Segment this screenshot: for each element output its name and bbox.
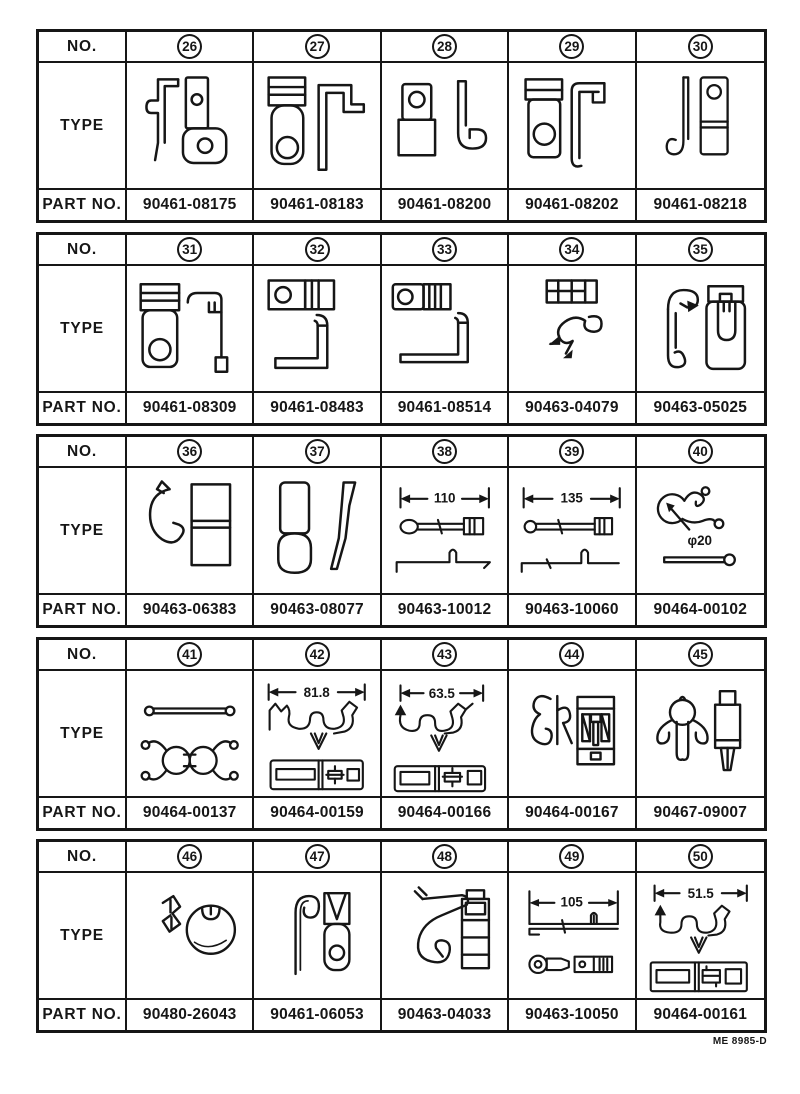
part-cell-47 [254,1000,381,1030]
part-cell-38 [382,595,509,625]
no-cell-35 [637,235,764,266]
part-number: 90463-10060 [525,601,619,618]
type-cell-33 [382,266,509,393]
part-drawing-26 [128,64,251,187]
no-cell-26 [127,32,254,63]
no-cell-38 [382,437,509,468]
part-number: 90463-06383 [142,601,237,618]
part-drawing-46 [128,874,251,997]
part-drawing-38 [383,469,506,592]
part-cell-31 [127,393,254,423]
part-cell-37 [254,595,381,625]
item-number-badge: 33 [432,237,457,262]
no-cell-37 [254,437,381,468]
no-cell-34 [509,235,636,266]
type-cell-48 [382,873,509,1000]
part-drawing-34 [510,267,633,390]
row-label-part: PART NO. [39,1000,127,1030]
part-drawing-50 [638,874,763,997]
part-cell-46 [127,1000,254,1030]
item-number-badge: 28 [432,34,457,59]
row-label-part: PART NO. [39,798,127,828]
row-label-no: NO. [39,437,127,468]
type-cell-30 [637,63,764,190]
row-label-type: TYPE [39,671,127,798]
type-cell-34 [509,266,636,393]
part-number: 90461-08483 [270,399,364,416]
item-number-badge: 39 [559,439,584,464]
part-drawing-28 [383,64,506,187]
parts-table-3 [36,434,767,628]
parts-table-1 [36,29,767,223]
part-drawing-32 [255,267,378,390]
item-number-badge: 32 [305,237,330,262]
part-cell-39 [509,595,636,625]
no-cell-48 [382,842,509,873]
no-cell-29 [509,32,636,63]
part-drawing-29 [510,64,633,187]
type-cell-42 [254,671,381,798]
part-cell-41 [127,798,254,828]
item-number-badge: 30 [688,34,713,59]
part-cell-40 [637,595,764,625]
type-cell-38 [382,468,509,595]
item-number-badge: 45 [688,642,713,667]
type-cell-43 [382,671,509,798]
part-number: 90464-00137 [142,804,237,821]
no-cell-39 [509,437,636,468]
type-cell-39 [509,468,636,595]
part-number: 90463-04033 [397,1006,492,1023]
type-cell-40 [637,468,764,595]
part-number: 90461-08202 [525,196,619,213]
dimension-label: 110 [433,490,456,506]
part-cell-48 [382,1000,509,1030]
part-number: 90463-10012 [397,601,492,618]
type-cell-27 [254,63,381,190]
item-number-badge: 31 [177,237,202,262]
part-cell-26 [127,190,254,220]
item-number-badge: 26 [177,34,202,59]
part-number: 90464-00167 [525,804,619,821]
part-drawing-41 [128,672,251,795]
part-drawing-36 [128,469,251,592]
part-number: 90464-00161 [653,1006,748,1023]
no-cell-40 [637,437,764,468]
item-number-badge: 35 [688,237,713,262]
no-cell-30 [637,32,764,63]
part-cell-45 [637,798,764,828]
part-cell-30 [637,190,764,220]
item-number-badge: 46 [177,844,202,869]
part-number: 90461-08200 [397,196,492,213]
part-cell-43 [382,798,509,828]
no-cell-36 [127,437,254,468]
no-cell-41 [127,640,254,671]
item-number-badge: 43 [432,642,457,667]
part-drawing-40 [638,469,763,592]
item-number-badge: 40 [688,439,713,464]
part-number: 90467-09007 [653,804,748,821]
dimension-label: 63.5 [428,685,455,701]
part-cell-35 [637,393,764,423]
parts-table-2 [36,232,767,426]
item-number-badge: 29 [559,34,584,59]
part-number: 90461-06053 [270,1006,364,1023]
part-number: 90461-08175 [142,196,237,213]
part-cell-49 [509,1000,636,1030]
type-cell-35 [637,266,764,393]
part-cell-34 [509,393,636,423]
part-drawing-37 [255,469,378,592]
item-number-badge: 34 [559,237,584,262]
dimension-label: 81.8 [304,684,331,700]
part-number: 90464-00166 [397,804,492,821]
parts-table-4 [36,637,767,831]
no-cell-43 [382,640,509,671]
row-label-no: NO. [39,235,127,266]
part-drawing-43 [383,672,506,795]
type-cell-28 [382,63,509,190]
part-number: 90463-04079 [525,399,619,416]
item-number-badge: 41 [177,642,202,667]
part-cell-44 [509,798,636,828]
part-drawing-49 [510,874,633,997]
type-cell-37 [254,468,381,595]
item-number-badge: 47 [305,844,330,869]
row-label-part: PART NO. [39,393,127,423]
item-number-badge: 37 [305,439,330,464]
part-number: 90461-08218 [653,196,748,213]
part-number: 90463-08077 [270,601,364,618]
no-cell-46 [127,842,254,873]
type-cell-26 [127,63,254,190]
dimension-label: 51.5 [687,886,714,902]
row-label-no: NO. [39,32,127,63]
item-number-badge: 48 [432,844,457,869]
no-cell-27 [254,32,381,63]
row-label-part: PART NO. [39,190,127,220]
item-number-badge: 27 [305,34,330,59]
row-label-type: TYPE [39,873,127,1000]
part-drawing-48 [383,874,506,997]
part-number: 90461-08514 [397,399,492,416]
no-cell-28 [382,32,509,63]
figure-code: ME 8985-D [712,1036,767,1047]
no-cell-44 [509,640,636,671]
type-cell-45 [637,671,764,798]
part-number: 90464-00102 [653,601,748,618]
part-drawing-47 [255,874,378,997]
part-number: 90461-08309 [142,399,237,416]
no-cell-47 [254,842,381,873]
row-label-type: TYPE [39,266,127,393]
type-cell-50 [637,873,764,1000]
part-drawing-42 [255,672,378,795]
part-drawing-31 [128,267,251,390]
type-cell-29 [509,63,636,190]
row-label-no: NO. [39,640,127,671]
no-cell-50 [637,842,764,873]
no-cell-49 [509,842,636,873]
part-cell-32 [254,393,381,423]
part-cell-33 [382,393,509,423]
part-number: 90480-26043 [142,1006,237,1023]
type-cell-46 [127,873,254,1000]
part-cell-28 [382,190,509,220]
part-cell-42 [254,798,381,828]
type-cell-32 [254,266,381,393]
row-label-part: PART NO. [39,595,127,625]
parts-table-5 [36,839,767,1033]
row-label-no: NO. [39,842,127,873]
item-number-badge: 38 [432,439,457,464]
part-drawing-39 [510,469,633,592]
type-cell-49 [509,873,636,1000]
dimension-label: 105 [560,894,584,910]
part-cell-50 [637,1000,764,1030]
type-cell-31 [127,266,254,393]
no-cell-31 [127,235,254,266]
part-cell-36 [127,595,254,625]
part-drawing-45 [638,672,763,795]
no-cell-32 [254,235,381,266]
part-drawing-30 [638,64,763,187]
type-cell-47 [254,873,381,1000]
no-cell-33 [382,235,509,266]
type-cell-41 [127,671,254,798]
no-cell-45 [637,640,764,671]
no-cell-42 [254,640,381,671]
item-number-badge: 49 [559,844,584,869]
part-number: 90463-05025 [653,399,748,416]
part-cell-29 [509,190,636,220]
part-number: 90461-08183 [270,196,364,213]
item-number-badge: 44 [559,642,584,667]
part-drawing-27 [255,64,378,187]
item-number-badge: 42 [305,642,330,667]
type-cell-36 [127,468,254,595]
dimension-label: φ20 [687,532,712,548]
part-cell-27 [254,190,381,220]
part-drawing-44 [510,672,633,795]
item-number-badge: 36 [177,439,202,464]
row-label-type: TYPE [39,63,127,190]
part-drawing-33 [383,267,506,390]
part-drawing-35 [638,267,763,390]
part-number: 90464-00159 [270,804,364,821]
item-number-badge: 50 [688,844,713,869]
row-label-type: TYPE [39,468,127,595]
part-number: 90463-10050 [525,1006,619,1023]
type-cell-44 [509,671,636,798]
dimension-label: 135 [560,490,584,506]
